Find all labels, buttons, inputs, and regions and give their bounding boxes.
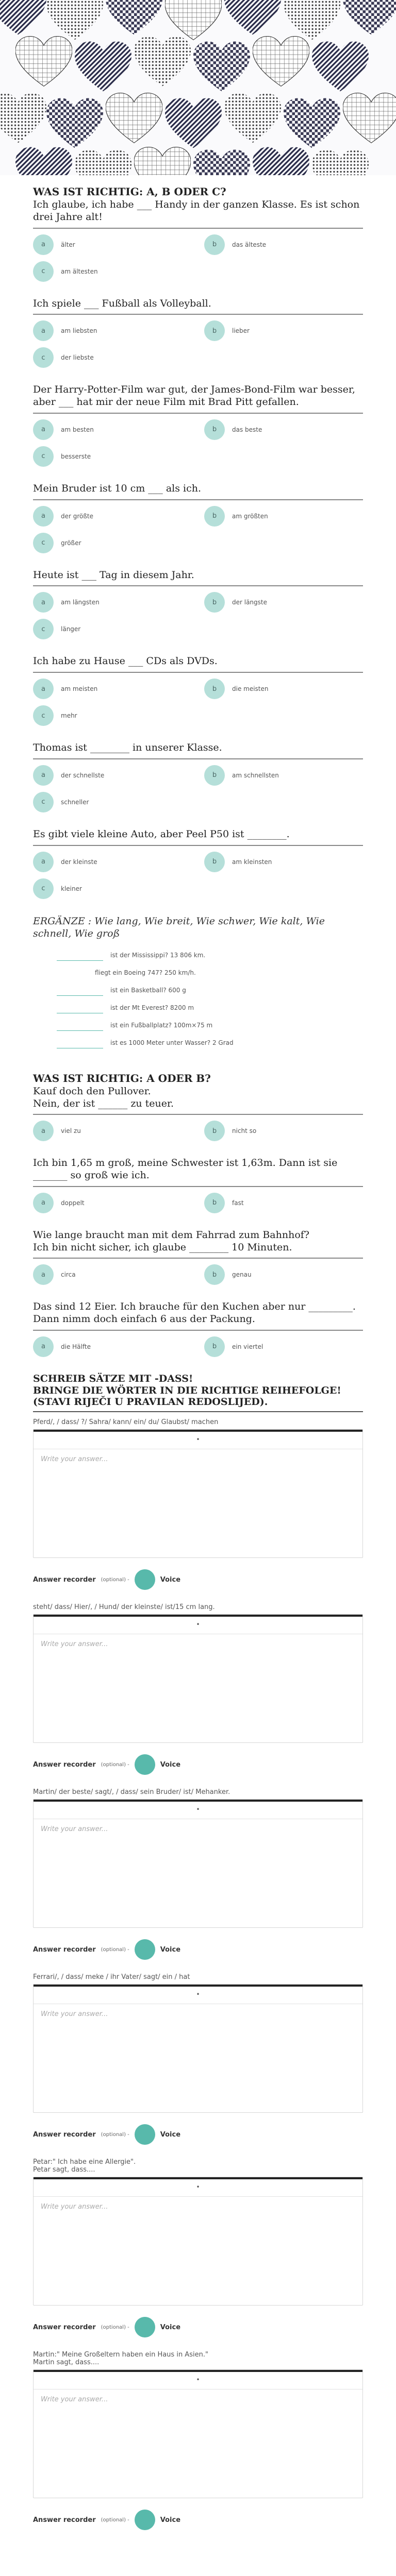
question-text: Thomas ist ________ in unserer Klasse. <box>33 742 363 759</box>
fill-blank-input[interactable] <box>57 950 103 961</box>
question-block <box>33 569 363 640</box>
option-letter-badge: b <box>204 679 225 699</box>
record-voice-button[interactable] <box>135 2510 155 2530</box>
answer-textarea[interactable]: Write your answer... <box>41 2203 108 2211</box>
recorder-optional-label: (optional) - <box>101 2324 129 2330</box>
option-label: am schnellsten <box>232 771 279 779</box>
answer-textarea[interactable]: Write your answer... <box>41 1640 108 1649</box>
option-letter-badge: b <box>204 765 225 786</box>
answer-options <box>33 1187 363 1214</box>
voice-label: Voice <box>160 2130 181 2139</box>
answer-options <box>33 586 363 640</box>
option-letter-badge: b <box>204 320 225 341</box>
section-b-title: WAS IST RICHTIG: A ODER B? <box>33 1072 211 1084</box>
option-label: schneller <box>61 798 89 806</box>
option-letter-badge: c <box>33 261 54 282</box>
ergaenze-item-text: ist ein Fußballplatz? 100m×75 m <box>110 1021 213 1029</box>
question-text: Ich spiele ___ Fußball als Volleyball. <box>33 298 363 315</box>
section-b-questions <box>33 1086 363 1358</box>
write-section-title: SCHREIB SÄTZE MIT -DASS! BRINGE DIE WÖRTER IN DIE RICHTIGE REIHEFOLGE! (STAVI RIJEČI U PRAVILAN REDOSLIJED). <box>33 1373 363 1412</box>
answer-textarea[interactable]: Write your answer... <box>41 1825 108 1834</box>
answer-recorder <box>33 2124 363 2145</box>
fill-blank-input[interactable] <box>57 1020 103 1031</box>
answer-option-a[interactable] <box>33 1120 192 1142</box>
editor-toolbar <box>34 1800 362 1819</box>
ergaenze-item-text: ist es 1000 Meter unter Wasser? 2 Grad <box>110 1039 234 1046</box>
ergaenze-title: ERGÄNZE : Wie lang, Wie breit, Wie schwer, Wie kalt, Wie schnell, Wie groß <box>33 915 325 940</box>
record-voice-button[interactable] <box>135 1569 155 1590</box>
ergaenze-item-text: ist ein Basketball? 600 g <box>110 986 186 994</box>
option-letter-badge: c <box>33 446 54 467</box>
record-voice-button[interactable] <box>135 1939 155 1960</box>
ergaenze-list <box>33 946 363 1052</box>
answer-options <box>33 846 363 900</box>
answer-options <box>33 229 363 282</box>
heart-pattern-graphic <box>0 0 396 175</box>
editor-toolbar <box>34 1985 362 2004</box>
option-letter-badge: a <box>33 852 54 872</box>
option-label: das beste <box>232 426 262 433</box>
format-dot-icon[interactable]: • <box>196 1620 200 1628</box>
answer-option-a[interactable] <box>33 1264 192 1285</box>
option-letter-badge: a <box>33 1193 54 1213</box>
answer-option-c[interactable] <box>33 532 192 554</box>
answer-options <box>33 1331 363 1358</box>
ergaenze-item-text: ist der Mt Everest? 8200 m <box>110 1004 194 1011</box>
editor-toolbar <box>34 2177 362 2197</box>
worksheet-content <box>0 175 396 2530</box>
question-text: Ich glaube, ich habe ___ Handy in der ganzen Klasse. Es ist schon drei Jahre alt! <box>33 199 363 229</box>
answer-editor <box>33 2369 363 2498</box>
question-block <box>33 1301 363 1358</box>
answer-option-a[interactable] <box>33 419 192 440</box>
write-task <box>33 2158 363 2337</box>
recorder-optional-label: (optional) - <box>101 2517 129 2523</box>
answer-editor <box>33 1799 363 1928</box>
answer-option-b[interactable] <box>204 678 363 700</box>
ergaenze-item <box>57 1016 363 1034</box>
recorder-label: Answer recorder <box>33 2130 96 2139</box>
option-label: am besten <box>61 426 94 433</box>
answer-option-a[interactable] <box>33 1192 192 1214</box>
answer-option-c[interactable] <box>33 347 192 368</box>
voice-label: Voice <box>160 1575 181 1584</box>
option-letter-badge: a <box>33 419 54 440</box>
answer-option-c[interactable] <box>33 878 192 900</box>
answer-option-b[interactable] <box>204 1120 363 1142</box>
fill-blank-input[interactable] <box>57 1002 103 1013</box>
question-block <box>33 655 363 726</box>
option-label: ein viertel <box>232 1343 263 1350</box>
option-label: besserste <box>61 452 91 460</box>
question-block <box>33 742 363 813</box>
ergaenze-item <box>57 1034 363 1052</box>
answer-editor <box>33 1614 363 1743</box>
answer-option-b[interactable] <box>204 851 363 873</box>
write-prompt-text: Ferrari/, / dass/ meke / ihr Vater/ sagt/ ein / hat <box>33 1973 190 1981</box>
question-text: Wie lange braucht man mit dem Fahrrad zum Bahnhof? Ich bin nicht sicher, ich glaube ________ 10 Minuten. <box>33 1229 363 1259</box>
answer-options <box>33 1259 363 1285</box>
recorder-label: Answer recorder <box>33 1945 96 1954</box>
question-text: Das sind 12 Eier. Ich brauche für den Kuchen aber nur _________. Dann nimm doch einfach 6 aus der Packung. <box>33 1301 363 1331</box>
ergaenze-item <box>57 981 363 999</box>
fill-blank-input[interactable] <box>57 985 103 996</box>
answer-editor <box>33 1984 363 2113</box>
option-label: viel zu <box>61 1127 81 1135</box>
option-label: circa <box>61 1271 76 1279</box>
recorder-label: Answer recorder <box>33 1575 96 1584</box>
option-letter-badge: b <box>204 852 225 872</box>
option-letter-badge: a <box>33 234 54 255</box>
answer-options <box>33 414 363 467</box>
option-letter-badge: a <box>33 679 54 699</box>
option-label: der längste <box>232 599 267 606</box>
answer-option-a[interactable] <box>33 765 192 786</box>
question-block <box>33 828 363 900</box>
option-letter-badge: a <box>33 592 54 613</box>
answer-option-c[interactable] <box>33 618 192 640</box>
answer-option-c[interactable] <box>33 261 192 282</box>
answer-options <box>33 500 363 554</box>
question-block <box>33 199 363 282</box>
write-prompt-text: Martin/ der beste/ sagt/, / dass/ sein Bruder/ ist/ Mehanker. <box>33 1788 230 1797</box>
write-task <box>33 1973 363 2145</box>
answer-option-b[interactable] <box>204 419 363 440</box>
format-dot-icon[interactable]: • <box>196 2376 200 2383</box>
option-letter-badge: c <box>33 619 54 639</box>
answer-option-a[interactable] <box>33 851 192 873</box>
answer-option-b[interactable] <box>204 1336 363 1358</box>
option-letter-badge: b <box>204 1336 225 1357</box>
question-block <box>33 483 363 554</box>
format-dot-icon[interactable]: • <box>196 1435 200 1443</box>
ergaenze-item <box>57 999 363 1016</box>
recorder-optional-label: (optional) - <box>101 1946 129 1953</box>
option-letter-badge: b <box>204 506 225 527</box>
option-label: mehr <box>61 712 77 719</box>
recorder-optional-label: (optional) - <box>101 1577 129 1583</box>
editor-toolbar <box>34 1615 362 1634</box>
write-task <box>33 2351 363 2530</box>
editor-toolbar <box>34 2370 362 2389</box>
question-block <box>33 298 363 369</box>
format-dot-icon[interactable]: • <box>196 2183 200 2191</box>
option-label: die Hälfte <box>61 1343 91 1350</box>
write-prompt-text: Martin:" Meine Großeltern haben ein Haus in Asien." Martin sagt, dass.... <box>33 2351 208 2367</box>
option-label: nicht so <box>232 1127 257 1135</box>
record-voice-button[interactable] <box>135 2317 155 2337</box>
option-label: der schnellste <box>61 771 105 779</box>
option-label: am längsten <box>61 599 100 606</box>
answer-option-a[interactable] <box>33 591 192 613</box>
question-block <box>33 1157 363 1214</box>
answer-textarea[interactable]: Write your answer... <box>41 1455 108 1464</box>
answer-option-a[interactable] <box>33 234 192 256</box>
answer-options <box>33 759 363 813</box>
answer-recorder <box>33 1939 363 1960</box>
answer-option-c[interactable] <box>33 705 192 726</box>
record-voice-button[interactable] <box>135 1754 155 1775</box>
option-label: der liebste <box>61 354 94 362</box>
section-a-title: WAS IST RICHTIG: A, B ODER C? <box>33 185 226 198</box>
option-label: die meisten <box>232 685 269 692</box>
option-letter-badge: a <box>33 765 54 786</box>
option-letter-badge: b <box>204 1264 225 1285</box>
editor-toolbar <box>34 1430 362 1449</box>
ergaenze-item-text: fliegt ein Boeing 747? 250 km/h. <box>95 969 196 976</box>
question-block <box>33 1229 363 1286</box>
option-letter-badge: a <box>33 320 54 341</box>
format-dot-icon[interactable]: • <box>196 1990 200 1998</box>
option-letter-badge: c <box>33 792 54 812</box>
option-label: genau <box>232 1271 252 1279</box>
answer-option-a[interactable] <box>33 678 192 700</box>
question-text: Ich habe zu Hause ___ CDs als DVDs. <box>33 655 363 673</box>
question-text: Der Harry-Potter-Film war gut, der James-Bond-Film war besser, aber ___ hat mir der neue Film mit Brad Pitt gefallen. <box>33 384 363 414</box>
question-text: Mein Bruder ist 10 cm ___ als ich. <box>33 483 363 500</box>
option-label: am liebsten <box>61 327 97 335</box>
answer-editor <box>33 1429 363 1558</box>
voice-label: Voice <box>160 2516 181 2524</box>
write-prompt-text: steht/ dass/ Hier/, / Hund/ der kleinste/ ist/15 cm lang. <box>33 1603 215 1612</box>
answer-recorder <box>33 1754 363 1775</box>
answer-option-a[interactable] <box>33 505 192 527</box>
option-letter-badge: b <box>204 592 225 613</box>
answer-option-c[interactable] <box>33 791 192 813</box>
ergaenze-item-text: ist der Mississippi? 13 806 km. <box>110 951 206 959</box>
write-task <box>33 1418 363 1590</box>
option-letter-badge: a <box>33 1121 54 1141</box>
option-letter-badge: a <box>33 1336 54 1357</box>
voice-label: Voice <box>160 2323 181 2331</box>
option-label: am meisten <box>61 685 98 692</box>
recorder-label: Answer recorder <box>33 1760 96 1769</box>
answer-recorder <box>33 1569 363 1590</box>
question-text: Kauf doch den Pullover. Nein, der ist ______ zu teuer. <box>33 1086 363 1115</box>
option-label: der kleinste <box>61 858 97 866</box>
answer-options <box>33 315 363 368</box>
option-label: am kleinsten <box>232 858 272 866</box>
option-label: doppelt <box>61 1199 85 1207</box>
header-heart-pattern <box>0 0 396 175</box>
answer-options <box>33 673 363 726</box>
section-a-questions <box>33 199 363 900</box>
option-letter-badge: c <box>33 533 54 553</box>
question-block <box>33 1086 363 1142</box>
ergaenze-item <box>95 964 363 981</box>
option-letter-badge: c <box>33 705 54 726</box>
write-prompt-text: Petar:" Ich habe eine Allergie". Petar sagt, dass.... <box>33 2158 136 2174</box>
record-voice-button[interactable] <box>135 2124 155 2145</box>
option-label: fast <box>232 1199 244 1207</box>
answer-option-c[interactable] <box>33 446 192 467</box>
ergaenze-item <box>57 946 363 964</box>
answer-textarea[interactable]: Write your answer... <box>41 2396 108 2404</box>
question-block <box>33 384 363 467</box>
option-letter-badge: b <box>204 419 225 440</box>
recorder-optional-label: (optional) - <box>101 1761 129 1768</box>
answer-option-b[interactable] <box>204 234 363 256</box>
answer-textarea[interactable]: Write your answer... <box>41 2010 108 2019</box>
option-label: älter <box>61 241 75 248</box>
recorder-optional-label: (optional) - <box>101 2131 129 2138</box>
option-letter-badge: a <box>33 506 54 527</box>
answer-option-b[interactable] <box>204 765 363 786</box>
answer-recorder <box>33 2317 363 2337</box>
option-label: lieber <box>232 327 250 335</box>
option-label: das älteste <box>232 241 267 248</box>
option-label: der größte <box>61 512 94 520</box>
answer-option-b[interactable] <box>204 320 363 342</box>
write-task <box>33 1603 363 1775</box>
answer-editor <box>33 2177 363 2306</box>
answer-option-a[interactable] <box>33 1336 192 1358</box>
option-label: am ältesten <box>61 267 98 275</box>
recorder-label: Answer recorder <box>33 2323 96 2331</box>
voice-label: Voice <box>160 1760 181 1769</box>
option-label: länger <box>61 625 81 633</box>
option-label: größer <box>61 539 81 547</box>
question-text: Heute ist ___ Tag in diesem Jahr. <box>33 569 363 587</box>
write-list <box>33 1418 363 2530</box>
answer-recorder <box>33 2510 363 2530</box>
voice-label: Voice <box>160 1945 181 1954</box>
option-letter-badge: a <box>33 1264 54 1285</box>
answer-options <box>33 1115 363 1142</box>
write-task <box>33 1788 363 1960</box>
question-text: Es gibt viele kleine Auto, aber Peel P50 ist ________. <box>33 828 363 846</box>
option-letter-badge: b <box>204 1121 225 1141</box>
write-prompt-text: Pferd/, / dass/ ?/ Sahra/ kann/ ein/ du/ Glaubst/ machen <box>33 1418 219 1427</box>
option-label: am größten <box>232 512 268 520</box>
answer-option-b[interactable] <box>204 591 363 613</box>
option-label: kleiner <box>61 885 82 892</box>
option-letter-badge: b <box>204 1193 225 1213</box>
option-letter-badge: c <box>33 347 54 368</box>
format-dot-icon[interactable]: • <box>196 1805 200 1813</box>
answer-option-b[interactable] <box>204 505 363 527</box>
recorder-label: Answer recorder <box>33 2516 96 2524</box>
option-letter-badge: b <box>204 234 225 255</box>
option-letter-badge: c <box>33 878 54 899</box>
question-text: Ich bin 1,65 m groß, meine Schwester ist 1,63m. Dann ist sie _______ so groß wie ich. <box>33 1157 363 1187</box>
answer-option-b[interactable] <box>204 1192 363 1214</box>
answer-option-b[interactable] <box>204 1264 363 1285</box>
fill-blank-input[interactable] <box>57 1037 103 1048</box>
answer-option-a[interactable] <box>33 320 192 342</box>
